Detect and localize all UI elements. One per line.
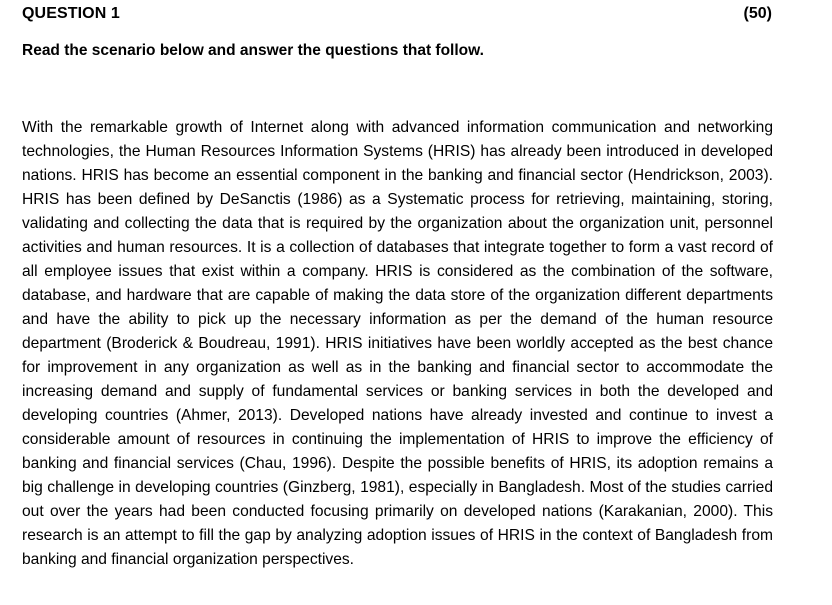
question-marks: (50) <box>743 5 772 22</box>
question-header <box>22 5 772 23</box>
question-title: QUESTION 1 <box>22 5 120 22</box>
instruction-text: Read the scenario below and answer the questions that follow. <box>22 42 484 59</box>
scenario-paragraph: With the remarkable growth of Internet along with advanced information communication and networking technologies, the Human Resources Information Systems (HRIS) has already been introduced in developed nations. HRIS has become an essential component in the banking and financial sector (Hendrickson, 2003). HRIS has been defined by DeSanctis (1986) as a Systematic process for retrieving, maintaining, storing, validating and collecting the data that is required by the organization about the organization unit, personnel activities and human resources. It is a collection of databases that integrate together to form a vast record of all employee issues that exist within a company. HRIS is considered as the combination of the software, database, and hardware that are capable of making the data store of the organization different departments and have the ability to pick up the necessary information as per the demand of the human resource department (Broderick & Boudreau, 1991). HRIS initiatives have been worldly accepted as the best chance for improvement in any organization as well as in the banking and financial sector to accommodate the increasing demand and supply of fundamental services or banking services in both the developed and developing countries (Ahmer, 2013). Developed nations have already invested and continue to invest a considerable amount of resources in continuing the implementation of HRIS to improve the efficiency of banking and financial services (Chau, 1996). Despite the possible benefits of HRIS, its adoption remains a big challenge in developing countries (Ginzberg, 1981), especially in Bangladesh. Most of the studies carried out over the years had been conducted focusing primarily on developed nations (Karakanian, 2000). This research is an attempt to fill the gap by analyzing adoption issues of HRIS in the context of Bangladesh from banking and financial organization perspectives. <box>22 119 773 568</box>
